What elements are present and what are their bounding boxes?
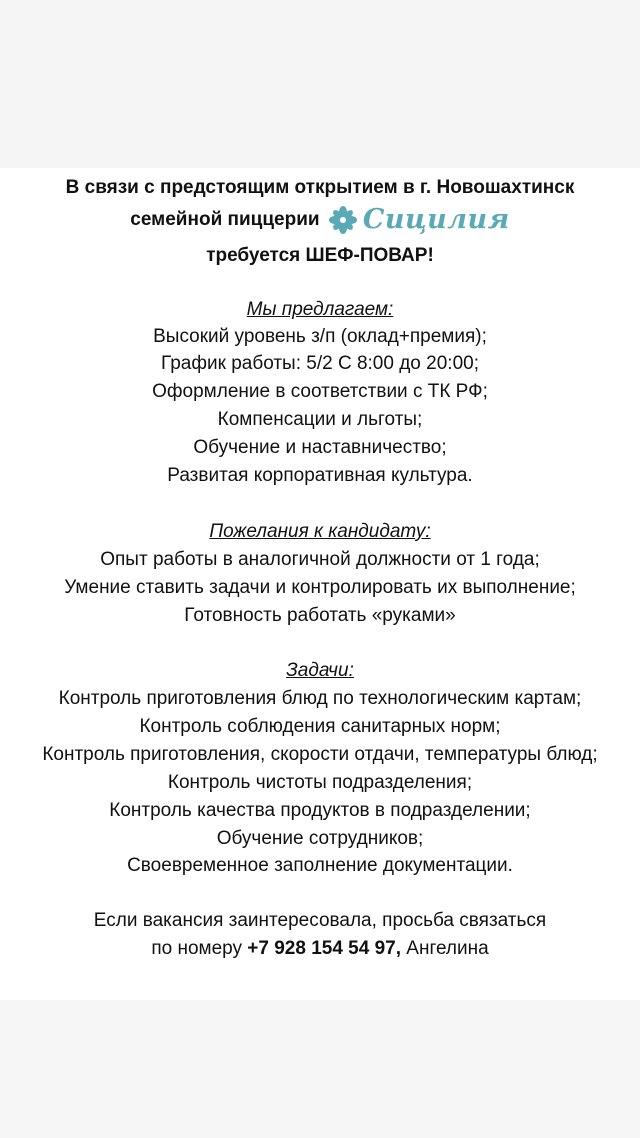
tasks-item: Контроль приготовления блюд по технологическим картам; [58,688,582,709]
header-line-2 [0,204,640,236]
flower-icon [329,206,357,234]
requirements-item: Опыт работы в аналогичной должности от 1 года; [100,549,540,570]
requirements-item: Готовность работать «руками» [184,605,456,626]
tasks-item: Контроль приготовления, скорости отдачи, температуры блюд; [42,744,598,765]
contact-name: Ангелина [406,938,489,959]
header-line-3: требуется ШЕФ-ПОВАР! [206,245,434,266]
offer-item: Развитая корпоративная культура. [167,465,473,486]
vacancy-document [0,168,640,1000]
tasks-item: Контроль соблюдения санитарных норм; [139,716,501,737]
contact-phone: +7 928 154 54 97, [247,938,402,959]
contact-line-2 [0,937,640,961]
tasks-heading: Задачи: [286,660,354,681]
offer-item: График работы: 5/2 С 8:00 до 20:00; [161,353,479,374]
tasks-item: Контроль качества продуктов в подразделении; [109,800,531,821]
contact-line-1: Если вакансия заинтересовала, просьба связаться [93,910,547,931]
offer-item: Оформление в соответствии с ТК РФ; [152,381,488,402]
pizzeria-logo [329,203,510,235]
offer-heading: Мы предлагаем: [246,299,394,320]
top-blank-band [0,0,640,168]
offer-item: Высокий уровень з/п (оклад+премия); [153,326,487,347]
tasks-item: Обучение сотрудников; [216,828,424,849]
tasks-item: Своевременное заполнение документации. [127,855,513,876]
pizzeria-logo-text: Сицилия [362,203,510,235]
tasks-item: Контроль чистоты подразделения; [167,772,473,793]
requirements-item: Умение ставить задачи и контролировать их выполнение; [64,577,576,598]
header-line-1: В связи с предстоящим открытием в г. Новошахтинск [65,177,575,198]
bottom-blank-band [0,1000,640,1138]
header-line-2-prefix: семейной пиццерии [130,209,320,230]
requirements-heading: Пожелания к кандидату: [209,521,431,542]
offer-item: Компенсации и льготы; [217,409,423,430]
offer-item: Обучение и наставничество; [193,437,447,458]
contact-prefix: по номеру [151,938,242,959]
